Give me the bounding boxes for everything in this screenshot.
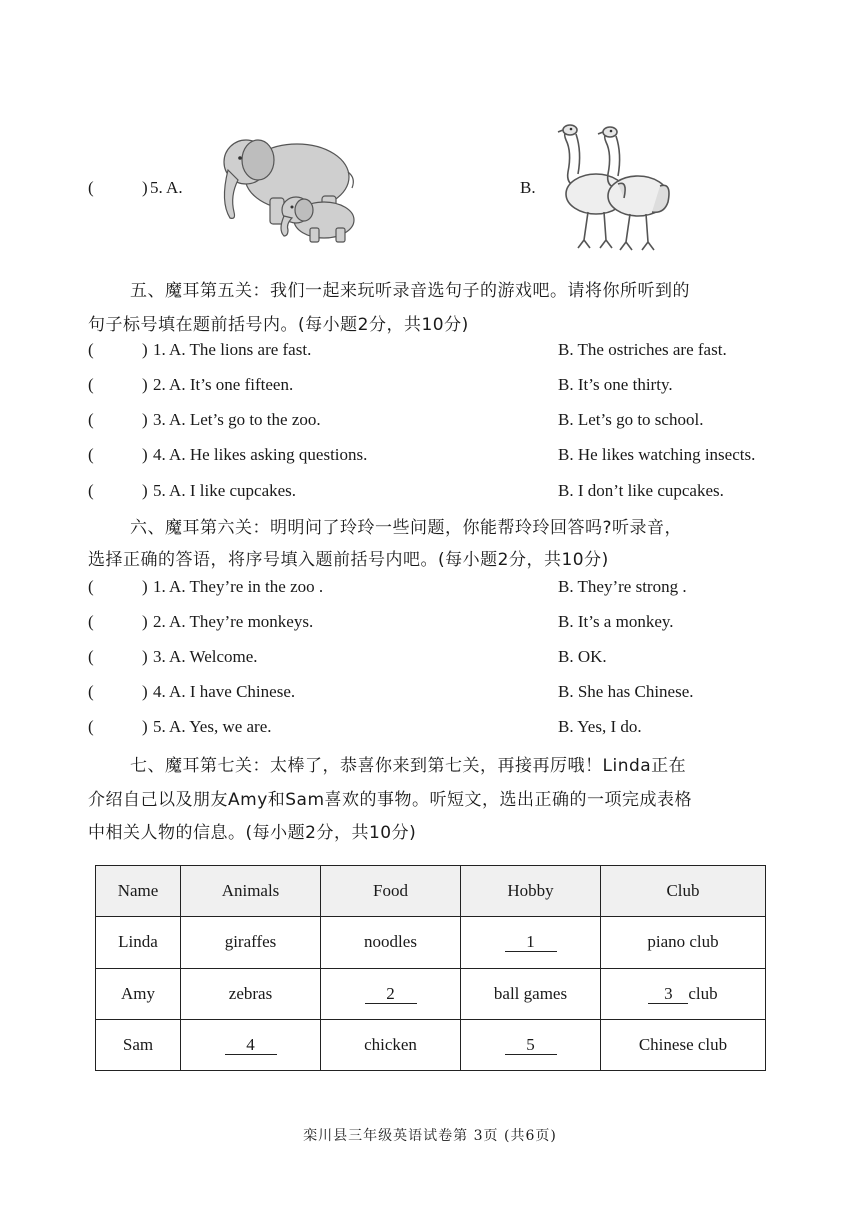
answer-paren-open: (	[88, 178, 94, 197]
section5-title-line2: 句子标号填在题前括号内。(每小题2分，共10分)	[88, 315, 469, 335]
option-a: 2. A. They’re monkeys.	[153, 612, 314, 631]
answer-paren-close: )	[142, 612, 148, 631]
answer-blank-5[interactable]: 5	[505, 1036, 557, 1055]
option-b: B. OK.	[558, 647, 607, 666]
option-a: 4. A. I have Chinese.	[153, 682, 296, 701]
answer-blank[interactable]	[94, 481, 142, 501]
answer-paren-open: (	[88, 612, 94, 631]
option-b: B. Let’s go to school.	[558, 410, 704, 429]
cell-food	[321, 968, 461, 1019]
answer-paren-close: )	[142, 647, 148, 666]
answer-paren-open: (	[88, 375, 94, 394]
section7-title-line3: 中相关人物的信息。(每小题2分，共10分)	[88, 823, 417, 843]
answer-blank-1[interactable]: 1	[505, 933, 557, 952]
answer-paren-close: )	[142, 340, 148, 359]
answer-blank-3[interactable]: 3	[648, 985, 688, 1004]
answer-paren-close: )	[142, 577, 148, 596]
answer-blank[interactable]	[94, 647, 142, 667]
option-b: B. I don’t like cupcakes.	[558, 481, 724, 500]
option-a: 1. A. They’re in the zoo .	[153, 577, 324, 596]
section5-item-1	[88, 340, 788, 364]
section5-title-line1: 五、魔耳第五关：我们一起来玩听录音选句子的游戏吧。请将你所听到的	[130, 281, 690, 301]
answer-paren-open: (	[88, 647, 94, 666]
option-b: B. The ostriches are fast.	[558, 340, 727, 359]
option-b: B. Yes, I do.	[558, 717, 642, 736]
header-food: Food	[321, 866, 461, 917]
page-footer: 栾川县三年级英语试卷第 3页 (共6页)	[303, 1128, 557, 1144]
section5-item-4	[88, 445, 788, 469]
section7-title-line2: 介绍自己以及朋友Amy和Sam喜欢的事物。听短文，选出正确的一项完成表格	[88, 790, 693, 810]
section7-title-line1: 七、魔耳第七关：太棒了，恭喜你来到第七关，再接再厉哦！Linda正在	[130, 756, 687, 776]
answer-paren-open: (	[88, 577, 94, 596]
option-a: 5. A. I like cupcakes.	[153, 481, 297, 500]
cell-club: Chinese club	[601, 1019, 766, 1070]
answer-paren-open: (	[88, 410, 94, 429]
answer-paren-close: )	[142, 375, 148, 394]
answer-paren-open: (	[88, 340, 94, 359]
section5-item-3	[88, 410, 788, 434]
cell-name: Linda	[96, 917, 181, 968]
answer-paren-close: )	[142, 481, 148, 500]
section6-item-1	[88, 577, 788, 601]
cell-hobby	[461, 1019, 601, 1070]
cell-animals: zebras	[181, 968, 321, 1019]
section6-item-4	[88, 682, 788, 706]
section6-title-line1: 六、魔耳第六关：明明问了玲玲一些问题，你能帮玲玲回答吗?听录音，	[130, 518, 683, 538]
answer-blank[interactable]	[94, 375, 142, 395]
cell-animals: giraffes	[181, 917, 321, 968]
answer-paren-open: (	[88, 682, 94, 701]
option-b: B. It’s a monkey.	[558, 612, 674, 631]
answer-paren-close: )	[142, 445, 148, 464]
cell-club: piano club	[601, 917, 766, 968]
option-b: B. They’re strong .	[558, 577, 687, 596]
section5-item-2	[88, 375, 788, 399]
option-b: B. He likes watching insects.	[558, 445, 756, 464]
section6-item-3	[88, 647, 788, 671]
table-row	[96, 917, 766, 968]
two-ostriches-icon	[548, 122, 678, 257]
answer-paren-open: (	[88, 445, 94, 464]
table-row	[96, 968, 766, 1019]
option-b: B. She has Chinese.	[558, 682, 694, 701]
option-a: 3. A. Welcome.	[153, 647, 258, 666]
answer-paren-close: )	[142, 717, 148, 736]
answer-blank[interactable]	[94, 577, 142, 597]
question-number: 5. A.	[150, 178, 183, 197]
answer-blank[interactable]	[94, 178, 142, 198]
header-name: Name	[96, 866, 181, 917]
answer-blank[interactable]	[94, 340, 142, 360]
answer-blank[interactable]	[94, 445, 142, 465]
answer-paren-close: )	[142, 178, 148, 197]
answer-blank-4[interactable]: 4	[225, 1036, 277, 1055]
section6-item-5	[88, 717, 788, 741]
option-a: 1. A. The lions are fast.	[153, 340, 312, 359]
option-a: 5. A. Yes, we are.	[153, 717, 272, 736]
answer-paren-open: (	[88, 717, 94, 736]
header-hobby: Hobby	[461, 866, 601, 917]
table-header-row	[96, 866, 766, 917]
cell-club	[601, 968, 766, 1019]
section6-title-line2: 选择正确的答语，将序号填入题前括号内吧。(每小题2分，共10分)	[88, 550, 609, 570]
answer-paren-close: )	[142, 682, 148, 701]
answer-blank[interactable]	[94, 612, 142, 632]
cell-name: Amy	[96, 968, 181, 1019]
answer-paren-open: (	[88, 481, 94, 500]
section6-item-2	[88, 612, 788, 636]
cell-hobby: ball games	[461, 968, 601, 1019]
answer-blank-2[interactable]: 2	[365, 985, 417, 1004]
option-b-label: B.	[520, 178, 536, 197]
cell-animals	[181, 1019, 321, 1070]
answer-blank[interactable]	[94, 717, 142, 737]
club-suffix: club	[688, 983, 718, 1003]
option-a: 4. A. He likes asking questions.	[153, 445, 368, 464]
cell-food: noodles	[321, 917, 461, 968]
table-row	[96, 1019, 766, 1070]
cell-name: Sam	[96, 1019, 181, 1070]
elephant-mother-and-baby-icon	[212, 132, 362, 247]
info-table	[95, 865, 766, 1071]
answer-paren-close: )	[142, 410, 148, 429]
answer-blank[interactable]	[94, 682, 142, 702]
option-a: 3. A. Let’s go to the zoo.	[153, 410, 321, 429]
option-a: 2. A. It’s one fifteen.	[153, 375, 294, 394]
option-b: B. It’s one thirty.	[558, 375, 673, 394]
section5-item-5	[88, 481, 788, 505]
answer-blank[interactable]	[94, 410, 142, 430]
header-animals: Animals	[181, 866, 321, 917]
pic-question-5	[88, 178, 218, 202]
cell-food: chicken	[321, 1019, 461, 1070]
cell-hobby	[461, 917, 601, 968]
header-club: Club	[601, 866, 766, 917]
